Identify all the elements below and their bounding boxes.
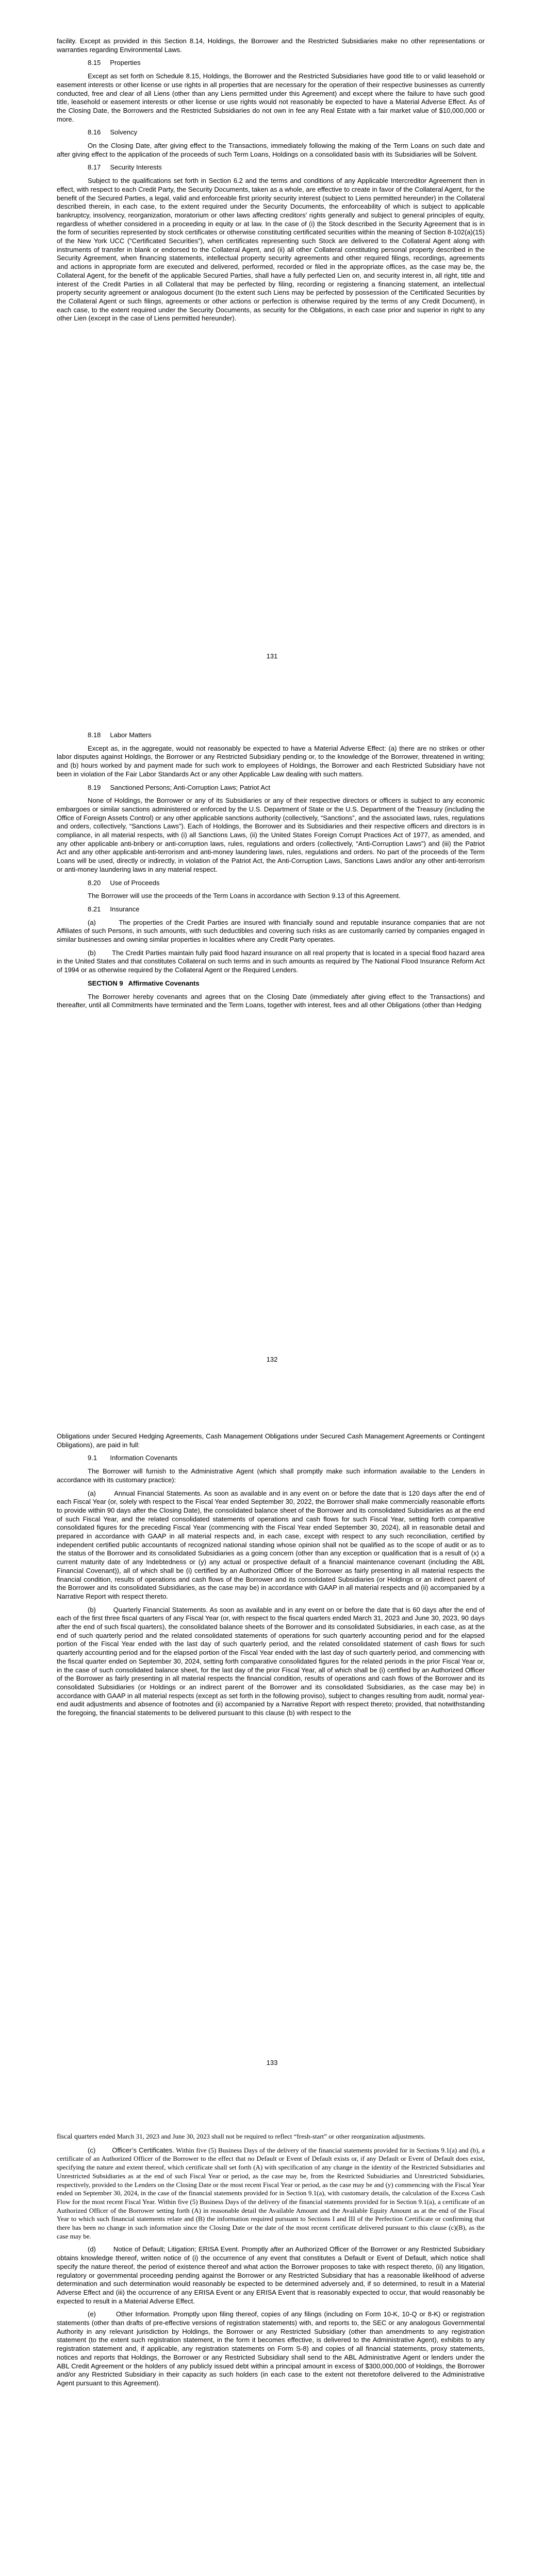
document-page bbox=[0, 703, 544, 1406]
clause-paragraph: (a) The properties of the Credit Parties are insured with financially sound and reputable insurance companies that are not Affiliates of such Persons, in such amounts, with such deductibles and covering such risks as are customarily carried by companies engaged in similar businesses and owning similar properties in localities where any Credit Party operates. bbox=[57, 918, 485, 944]
section-heading: 8.21 Insurance bbox=[88, 905, 140, 913]
article-title: Affirmative Covenants bbox=[128, 979, 200, 987]
section-heading: 8.20 Use of Proceeds bbox=[88, 878, 160, 887]
continuation-paragraph bbox=[57, 2132, 485, 2142]
article-heading bbox=[88, 979, 485, 988]
document-page bbox=[0, 2110, 544, 2576]
section-heading: 8.16 Solvency bbox=[88, 128, 138, 137]
section-heading: 9.1 Information Covenants bbox=[88, 1454, 178, 1462]
body-paragraph: None of Holdings, the Borrower or any of its Subsidiaries or any of their respective directors or officers is subject to any economic embargoes or similar sanctions administered or enforced by the U.S. Department of State or the U.S. Department of the Treasury (including the Office of Foreign Assets Control) or any other applicable sanctions authority (collectively, “Sanctions”, and the associated laws, rules, regulations and orders, collectively, “Sanctions Laws”). Each of Holdings, the Borrower and its Subsidiaries and their respective officers and directors is in compliance, in all material respects, with (i) all Sanctions Laws, (ii) the United States Foreign Corrupt Practices Act of 1977, as amended, and any other applicable anti-bribery or anti-corruption laws, rules, regulations and orders (collectively, “Anti-Corruption Laws”) and (iii) the Patriot Act and any other applicable anti-terrorism and anti-money laundering laws, rules, regulations and orders. No part of the proceeds of the Term Loans will be used, directly or indirectly, in violation of the Patriot Act, the Anti-Corruption Laws, Sanctions Laws and/or any other anti-terrorism or anti-money laundering laws in any material respect. bbox=[57, 796, 485, 873]
continuation-paragraph: facility. Except as provided in this Section 8.14, Holdings, the Borrower and the Restricted Subsidiaries make no other representations or warranties regarding Environmental Laws. bbox=[57, 37, 485, 54]
clause-paragraph: (b) The Credit Parties maintain fully paid flood hazard insurance on all real property that is located in a special flood hazard area in the United States and that constitutes Collateral on such terms and in such amounts as required by The National Flood Insurance Reform Act of 1994 or as otherwise required by the Collateral Agent or the Required Lenders. bbox=[57, 948, 485, 974]
page-body bbox=[57, 37, 485, 328]
document-page bbox=[0, 0, 544, 703]
body-paragraph: Except as set forth on Schedule 8.15, Holdings, the Borrower and the Restricted Subsidiaries have good title to or valid leasehold or easement interests or other license or use rights in all properties that are necessary for the operation of their respective businesses as currently conducted, free and clear of all Liens (other than any Liens permitted under this Agreement) and except where the failure to have such good title, leasehold or easement interests or other license or use rights would not reasonably be expected to have a Material Adverse Effect. As of the Closing Date, the Borrowers and the Restricted Subsidiaries do not own in fee any Real Estate with a fair market value of $10,000,000 or more. bbox=[57, 72, 485, 123]
section-heading: 8.19 Sanctioned Persons; Anti-Corruption Laws; Patriot Act bbox=[88, 783, 271, 791]
clause-text: Within five (5) Business Days of the delivery of the financial statements provided for in Sections 9.1(a) and (b), a certificate of an Authorized Officer of the Borrower to the effect that no Default or Event of Default exists or, if any Default or Event of Default does exist, specifying the nature and extent thereof, which certificate shall set forth (A) with specification of any change in the identity of the Restricted Subsidiaries and Unrestricted Subsidiaries as at the end of such Fiscal Year or period, as the case may be, from the Restricted Subsidiaries and Unrestricted Subsidiaries, respectively, provided to the Lenders on the Closing Date or the most recent Fiscal Year or period, as the case may be and (y) commencing with the Fiscal Year ended on September 30, 2024, in the case of the financial statements provided for in Section 9.1(a), with customary details, the calculation of the Excess Cash Flow for the most recent Fiscal Year. Within five (5) Business Days of the delivery of the financial statements provided for in Section 9.1(a), a certificate of an Authorized Officer of the Borrower setting forth (A) in reasonable detail the Available Amount and the Available Equity Amount as at the end of the Fiscal Year to which such financial statements relate and (B) the information required pursuant to Sections I and III of the Perfection Certificate or confirming that there has been no change in such information since the Closing Date or the date of the most recent certificate delivered pursuant to this clause (c)(B), as the case may be. bbox=[57, 2146, 485, 2240]
page-number: 131 bbox=[266, 652, 278, 660]
page-body bbox=[57, 2132, 485, 2393]
page-number: 133 bbox=[266, 2059, 278, 2066]
body-paragraph: On the Closing Date, after giving effect to the Transactions, immediately following the making of the Term Loans on such date and after giving effect to the application of the proceeds of such Term Loans, Holdings on a consolidated basis with its Subsidiaries will be Solvent. bbox=[57, 142, 485, 158]
body-paragraph: Except as, in the aggregate, would not reasonably be expected to have a Material Adverse Effect: (a) there are no strikes or other labor disputes against Holdings, the Borrower or any Restricted Subsidiary pending or, to the knowledge of the Borrower, threatened in writing; and (b) hours worked by and payment made for such work to employees of Holdings, the Borrower and each Restricted Subsidiary have not been in violation of the Fair Labor Standards Act or any other Applicable Law dealing with such matters. bbox=[57, 744, 485, 778]
clause-paragraph: (e) Other Information. Promptly upon filing thereof, copies of any filings (including on Form 10-K, 10-Q or 8-K) or registration statements (other than drafts of pre-effective versions of registration statements) with, and reports to, the SEC or any analogous Governmental Authority in any relevant jurisdiction by Holdings, the Borrower or any Restricted Subsidiary (other than amendments to any registration statement (to the extent such registration statement, in the form it becomes effective, is delivered to the Administrative Agent), exhibits to any registration statement and, if applicable, any registration statements on Form S-8) and copies of all financial statements, proxy statements, notices and reports that Holdings, the Borrower or any Restricted Subsidiary shall send to the ABL Administrative Agent or lenders under the ABL Credit Agreement or the holders of any publicly issued debt within a principal amount in excess of $300,000,000 of Holdings, the Borrower and/or any Restricted Subsidiary in their capacity as such holders (in each case to the extent not theretofore delivered to the Administrative Agent pursuant to this Agreement). bbox=[57, 2310, 485, 2387]
page-body bbox=[57, 729, 485, 1014]
body-paragraph: The Borrower hereby covenants and agrees that on the Closing Date (immediately after giving effect to the Transactions) and thereafter, until all Commitments have terminated and the Term Loans, together with interest, fees and all other Obligations (other than Hedging bbox=[57, 992, 485, 1009]
continuation-text: ended March 31, 2023 and June 30, 2023 shall not be required to reflect “fresh-start” or other reorganization adjustments. bbox=[97, 2132, 425, 2140]
clause-paragraph: (a) Annual Financial Statements. As soon as available and in any event on or before the date that is 120 days after the end of each Fiscal Year (or, solely with respect to the Fiscal Year ended September 30, 2022, the Borrower shall make commercially reasonable efforts to provide within 90 days after the Closing Date), the consolidated balance sheet of the Borrower and its consolidated Subsidiaries as at the end of such Fiscal Year, and the related consolidated statements of operations and cash flows for such Fiscal Year, setting forth comparative consolidated figures for the preceding Fiscal Year (commencing with the Fiscal Year ended September 30, 2024), all in reasonable detail and prepared in accordance with GAAP in all material respects and, in each case, except with respect to any such reconciliation, certified by independent certified public accountants of recognized national standing whose opinion shall not be qualified as to the scope of audit or as to the status of the Borrower and its consolidated Subsidiaries as a going concern (other than any exception or qualification that is a result of (x) a current maturity date of any Indebtedness or (y) any actual or prospective default of a financial maintenance covenant (including the ABL Financial Covenant)), all of which shall be (i) certified by an Authorized Officer of the Borrower as fairly presenting in all material respects the financial condition, results of operations and cash flows of the Borrower and its consolidated Subsidiaries (or Holdings or an indirect parent of the Borrower and its consolidated Subsidiaries, as the case may be) in accordance with GAAP in all material respects and (ii) accompanied by a Narrative Report with respect thereto. bbox=[57, 1489, 485, 1600]
body-paragraph: Subject to the qualifications set forth in Section 6.2 and the terms and conditions of any Applicable Intercreditor Agreement then in effect, with respect to each Credit Party, the Security Documents, taken as a whole, are effective to create in favor of the Collateral Agent, for the benefit of the Secured Parties, a legal, valid and enforceable first priority security interest (subject to Liens permitted hereunder) in the Collateral described therein, in each case, to the extent required under the Security Documents, the enforceability of which is subject to applicable bankruptcy, insolvency, reorganization, moratorium or other laws affecting creditors' rights generally and subject to general principles of equity, regardless of whether considered in a proceeding in equity or at law. In the case of (i) the Stock described in the Security Agreement that is in the form of securities represented by stock certificates or otherwise constituting certificated securities within the meaning of Section 8-102(a)(15) of the New York UCC (“Certificated Securities”), when certificates representing such Stock are delivered to the Collateral Agent along with instruments of transfer in blank or endorsed to the Collateral Agent, and (ii) all other Collateral constituting personal property described in the Security Agreement, when financing statements, intellectual property security agreements and other required filings, recordings, agreements and actions in appropriate form are executed and delivered, performed, recorded or filed in the appropriate offices, as the case may be, the Collateral Agent, for the benefit of the applicable Secured Parties, shall have a fully perfected Lien on, and security interest in, all right, title and interest of the Credit Parties in all Collateral that may be perfected by filing, recording or registering a financing statement, an intellectual property security agreement or analogous document (to the extent such Liens may be perfected by possession of the Certificated Securities by the Collateral Agent or such filings, agreements or other actions or perfection is otherwise required by the terms of any Credit Document), in each case, to the extent required under the Security Documents, as security for the Obligations, in each case prior and superior in right to any other Lien (except in the case of Liens permitted hereunder). bbox=[57, 177, 485, 323]
clause-paragraph bbox=[57, 2146, 485, 2241]
page-number: 132 bbox=[266, 1355, 278, 1363]
clause-paragraph: (d) Notice of Default; Litigation; ERISA Event. Promptly after an Authorized Officer of the Borrower or any Restricted Subsidiary obtains knowledge thereof, written notice of (i) the occurrence of any event that constitutes a Default or Event of Default, which notice shall specify the nature thereof, the period of existence thereof and what action the Borrower proposes to take with respect thereto, (ii) any litigation, regulatory or governmental proceeding pending against the Borrower or any Restricted Subsidiary that has a reasonable likelihood of adverse determination and such determination would reasonably be expected to be determined adversely and, if so determined, to result in a Material Adverse Effect and (iii) the occurrence of any ERISA Event or any ERISA Event that is reasonably expected to occur, that would reasonably be expected to result in a Material Adverse Effect. bbox=[57, 2245, 485, 2305]
section-heading: 8.17 Security Interests bbox=[88, 163, 162, 172]
article-number: SECTION 9 bbox=[88, 979, 123, 987]
section-heading: 8.18 Labor Matters bbox=[88, 731, 152, 739]
clause-paragraph: (b) Quarterly Financial Statements. As soon as available and in any event on or before the date that is 60 days after the end of each of the first three fiscal quarters of any Fiscal Year (or, with respect to the fiscal quarters ended March 31, 2023 and June 30, 2023, 90 days after the end of such fiscal quarters), the consolidated balance sheets of the Borrower and its consolidated Subsidiaries, in each case, as at the end of such quarterly period and the related consolidated statements of operations for such quarterly accounting period and for the elapsed portion of the Fiscal Year ended with the last day of such quarterly period, and the related consolidated statement of cash flows for such quarterly accounting period and for the elapsed portion of the Fiscal Year ended with the last day of such quarterly period, and commencing with the fiscal quarter ended on September 30, 2024, setting forth comparative consolidated figures for the related periods in the prior Fiscal Year or, in the case of such consolidated balance sheet, for the last day of the prior Fiscal Year, all of which shall be (i) certified by an Authorized Officer of the Borrower as fairly presenting in all material respects the financial condition, results of operations and cash flows of the Borrower and its consolidated Subsidiaries (or Holdings or an indirect parent of the Borrower and its consolidated Subsidiaries, as the case may be) in accordance with GAAP in all material respects (except as set forth in the following proviso), subject to changes resulting from audit, normal year-end audit adjustments and absence of footnotes and (ii) accompanied by a Narrative Report with respect thereto; provided, that notwithstanding the foregoing, the financial statements to be delivered pursuant to this clause (b) with respect to the bbox=[57, 1605, 485, 1717]
body-paragraph: The Borrower will use the proceeds of the Term Loans in accordance with Section 9.13 of this Agreement. bbox=[88, 892, 401, 900]
continuation-lead: fiscal quarters bbox=[57, 2133, 97, 2141]
document-page bbox=[0, 1406, 544, 2110]
section-heading: 8.15 Properties bbox=[88, 59, 141, 67]
body-paragraph: The Borrower will furnish to the Administrative Agent (which shall promptly make such information available to the Lenders in accordance with its customary practice): bbox=[57, 1467, 485, 1484]
clause-lead: (c) Officer’s Certificates. bbox=[88, 2146, 174, 2154]
page-body bbox=[57, 1432, 485, 1722]
continuation-paragraph: Obligations under Secured Hedging Agreements, Cash Management Obligations under Secured Cash Management Agreements or Contingent Obligations), are paid in full: bbox=[57, 1432, 485, 1449]
